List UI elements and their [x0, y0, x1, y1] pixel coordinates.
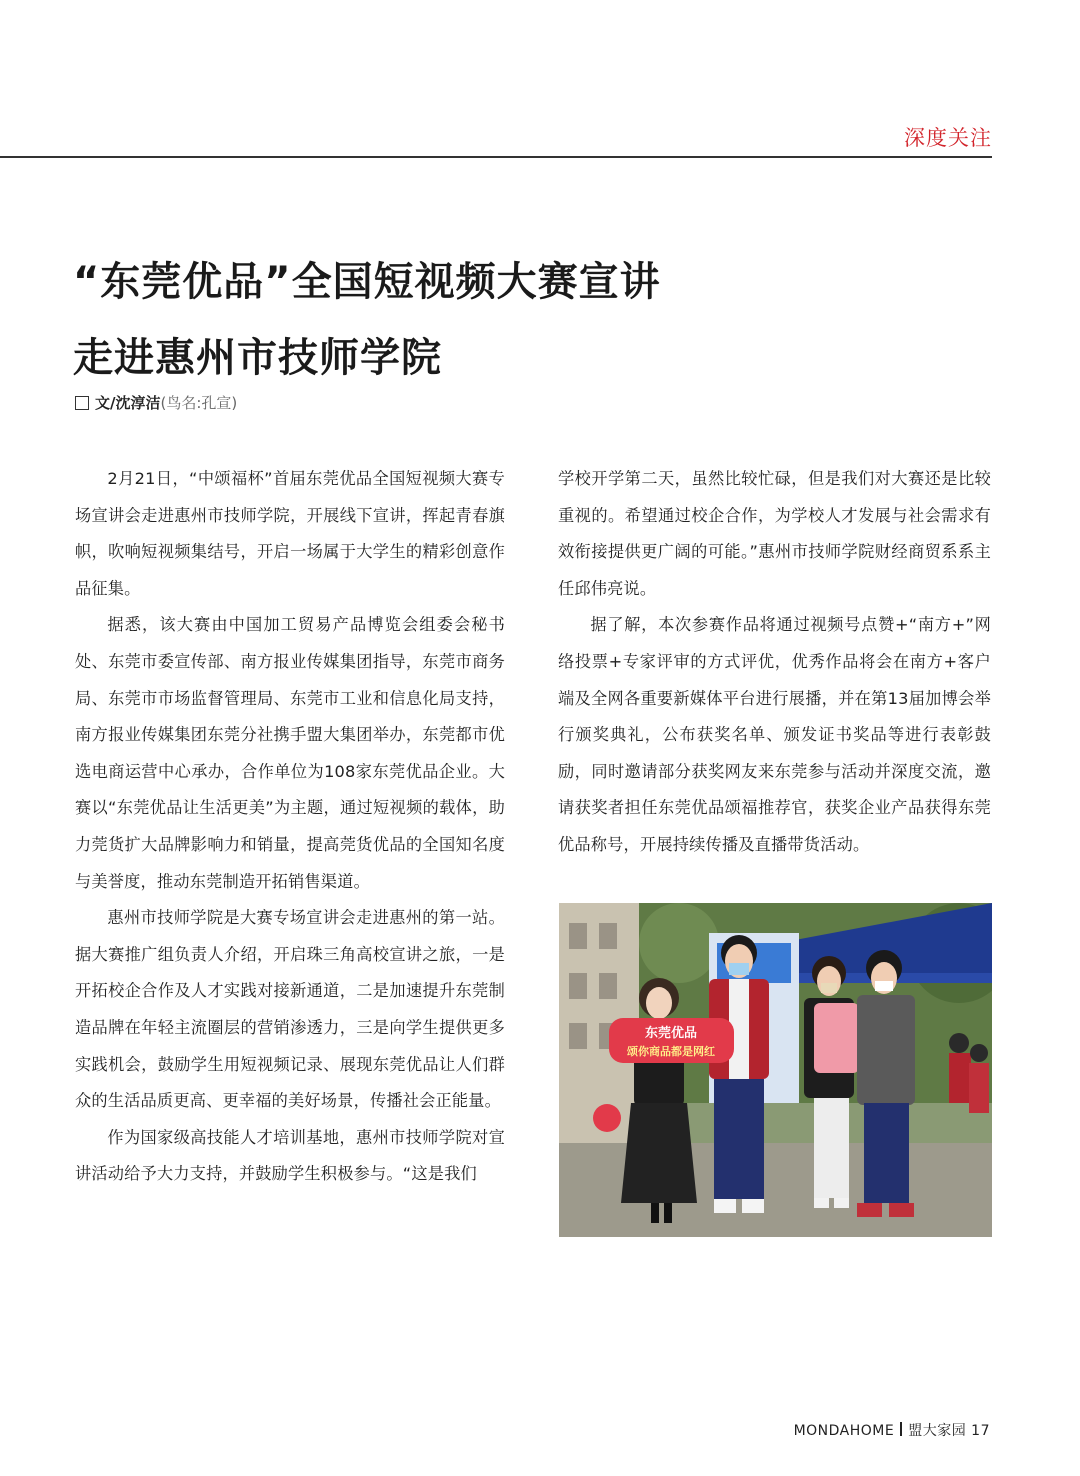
- footer-separator: [900, 1422, 902, 1436]
- paragraph: 据悉，该大赛由中国加工贸易产品博览会组委会秘书处、东莞市委宣传部、南方报业传媒集团指导，东莞市商务局、东莞市市场监督管理局、东莞市工业和信息化局支持，南方报业传媒集团东莞分社携手盟大集团举办，东莞都市优选电商运营中心承办，合作单位为108家东莞优品企业。大赛以“东莞优品让生活更美”为主题，通过短视频的载体，助力莞货扩大品牌影响力和销量，提高莞货优品的全国知名度与美誉度，推动东莞制造开拓销售渠道。: [75, 615, 505, 891]
- byline: [75, 392, 237, 413]
- paragraph: 学校开学第二天，虽然比较忙碌，但是我们对大赛还是比较重视的。希望通过校企合作，为学校人才发展与社会需求有效衔接提供更广阔的可能。”惠州市技师学院财经商贸系系主任邱伟亮说。: [558, 469, 991, 598]
- hand-fan: [593, 1104, 621, 1132]
- section-label: 深度关注: [904, 126, 992, 150]
- title-line-2: 走进惠州市技师学院: [73, 335, 442, 381]
- byline-author: 文/沈淳洁: [95, 394, 161, 412]
- snack-bag: [814, 1003, 859, 1073]
- sign-text-line-1: 东莞优品: [644, 1026, 698, 1041]
- page-number: 17: [971, 1423, 990, 1439]
- event-photo-illustration: [559, 903, 992, 1237]
- article-title: [73, 244, 661, 396]
- paragraph: 2月21日，“中颂福杯”首届东莞优品全国短视频大赛专场宣讲会走进惠州市技师学院，开展线下宣讲，挥起青春旗帜，吹响短视频集结号，开启一场属于大学生的精彩创意作品征集。: [75, 469, 505, 598]
- event-photo: [559, 903, 992, 1237]
- page-footer: [0, 1420, 990, 1440]
- header-rule: [0, 156, 992, 158]
- paragraph: 作为国家级高技能人才培训基地，惠州市技师学院对宣讲活动给予大力支持，并鼓励学生积极参与。“这是我们: [75, 1127, 505, 1184]
- byline-alias: (鸟名:孔宣): [160, 394, 238, 412]
- byline-box-icon: [75, 396, 89, 410]
- title-line-1: “东莞优品”全国短视频大赛宣讲: [73, 259, 661, 305]
- paragraph: 据了解，本次参赛作品将通过视频号点赞+“南方+”网络投票+专家评审的方式评优，优秀作品将会在南方+客户端及全网各重要新媒体平台进行展播，并在第13届加博会举行颁奖典礼，公布获奖名单、颁发证书奖品等进行表彰鼓励，同时邀请部分获奖网友来东莞参与活动并深度交流，邀请获奖者担任东莞优品颂福推荐官，获奖企业产品获得东莞优品称号，开展持续传播及直播带货活动。: [558, 615, 991, 854]
- paragraph: 惠州市技师学院是大赛专场宣讲会走进惠州的第一站。据大赛推广组负责人介绍，开启珠三角高校宣讲之旅，一是开拓校企合作及人才实践对接新通道，二是加速提升东莞制造品牌在年轻主流圈层的营销渗透力，三是向学生提供更多实践机会，鼓励学生用短视频记录、展现东莞优品让人们群众的生活品质更高、更幸福的美好场景，传播社会正能量。: [75, 908, 505, 1111]
- footer-brand: MONDAHOME: [793, 1423, 895, 1439]
- footer-magazine: 盟大家园: [908, 1423, 967, 1439]
- right-column: [558, 461, 991, 864]
- left-column: [75, 461, 505, 1193]
- sign-text-line-2: 颂你商品都是网红: [627, 1045, 715, 1058]
